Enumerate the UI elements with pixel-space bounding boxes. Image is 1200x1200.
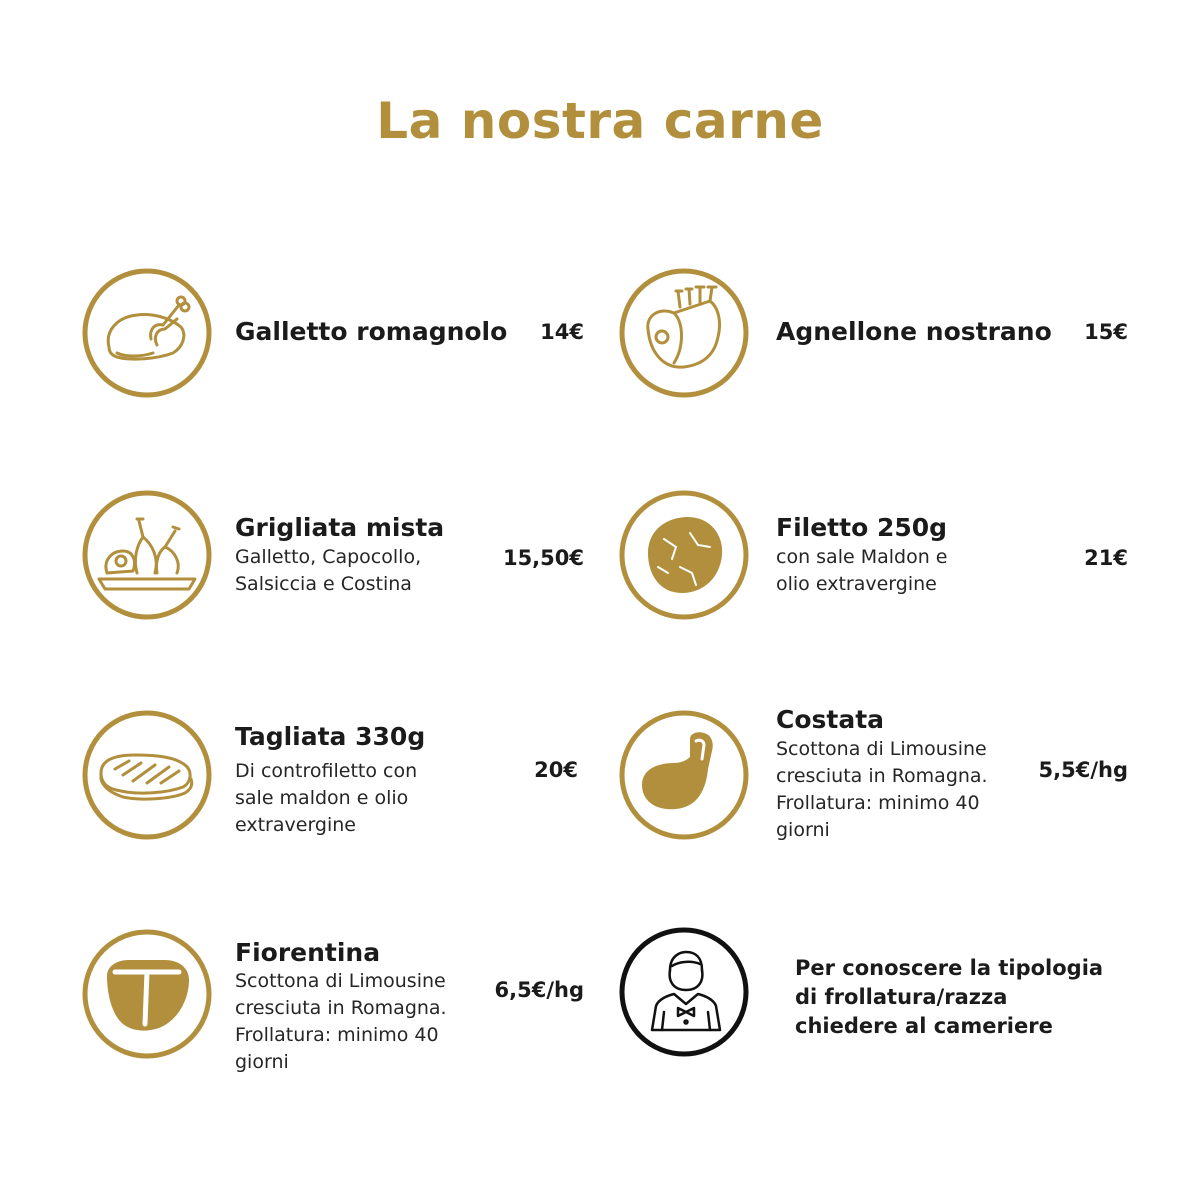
roast-chicken-icon [81,267,213,399]
item-description: con sale Maldon e olio extravergine [776,546,948,595]
item-name: Costata [776,705,885,734]
item-price: 21€ [1084,546,1128,570]
t-bone-steak-icon [81,928,213,1060]
item-name: Galletto romagnolo [235,317,508,346]
item-description: Scottona di Limousine cresciuta in Romagna. Frollatura: minimo 40 giorni [235,970,447,1073]
grilled-steak-icon [81,709,213,841]
lamb-rack-icon [618,267,750,399]
item-description: Di controfiletto con sale maldon e olio extravergine [235,760,418,836]
item-price: 20€ [534,758,578,782]
item-price: 14€ [540,320,584,344]
item-name: Tagliata 330g [235,722,426,751]
waiter-note: Per conoscere la tipologia di frollatura/razza chiedere al cameriere [795,956,1104,1038]
mixed-grill-icon [81,489,213,621]
fillet-steak-icon [618,489,750,621]
item-name: Filetto 250g [776,513,948,542]
page-title: La nostra carne [376,92,824,150]
item-price: 15,50€ [502,546,584,570]
waiter-icon [618,926,750,1058]
item-price: 15€ [1084,320,1128,344]
rib-steak-icon [618,709,750,841]
item-name: Fiorentina [235,938,381,967]
item-description: Galletto, Capocollo, Salsiccia e Costina [235,546,422,595]
item-name: Agnellone nostrano [776,317,1052,346]
item-name: Grigliata mista [235,513,445,542]
item-price: 6,5€/hg [494,978,584,1002]
item-description: Scottona di Limousine cresciuta in Romagna. Frollatura: minimo 40 giorni [776,738,988,841]
item-price: 5,5€/hg [1038,758,1128,782]
